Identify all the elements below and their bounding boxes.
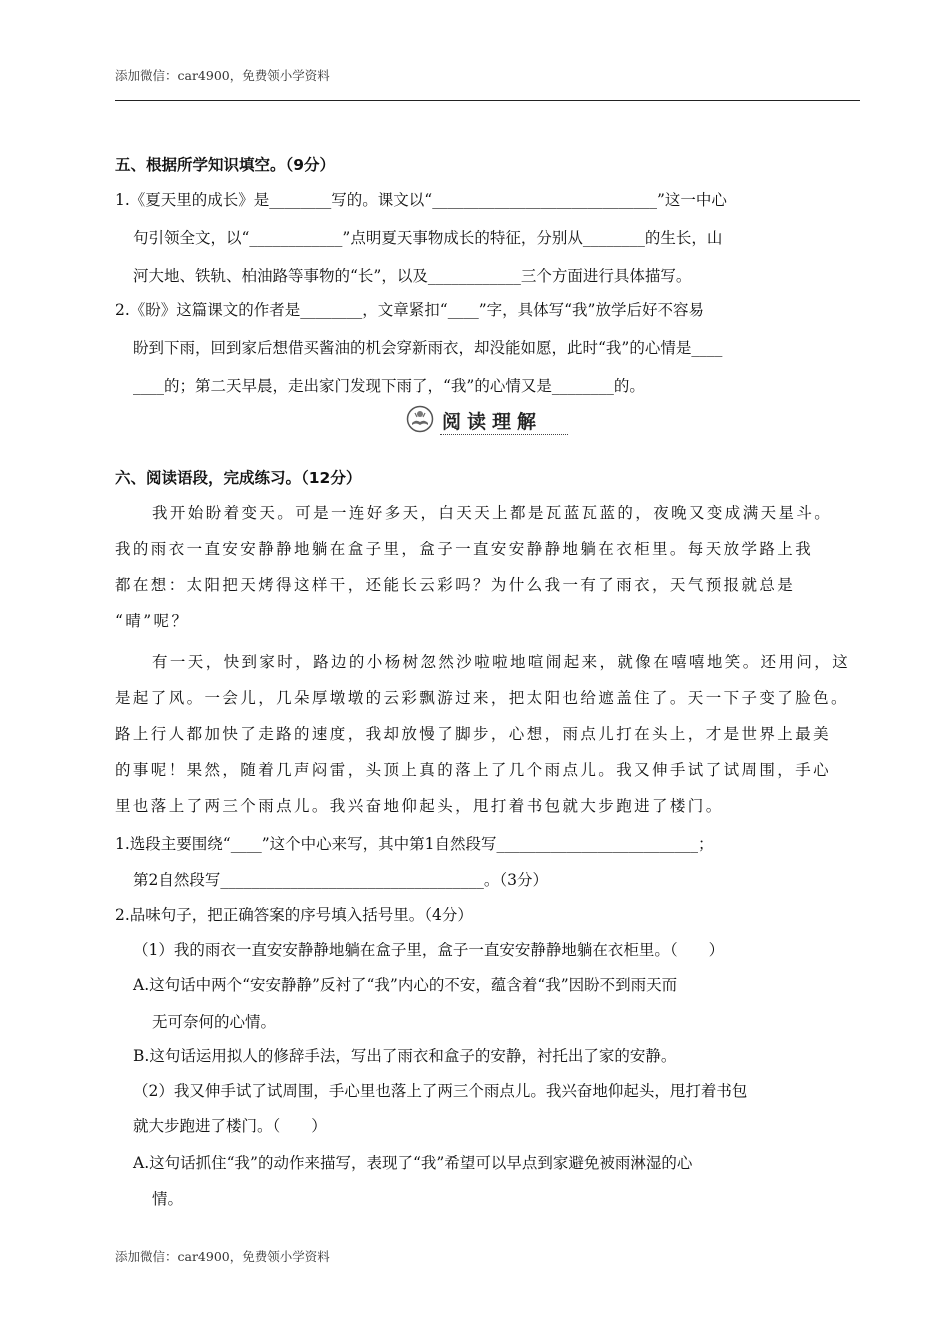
q2-1-option-a-line-2: 无可奈何的心情。 xyxy=(152,1013,277,1031)
question-2-2-stem-line-2: 就大步跑进了楼门。（ ） xyxy=(133,1117,327,1135)
q2-2-option-a-line-2: 情。 xyxy=(152,1190,184,1208)
question-2-1-stem: （1）我的雨衣一直安安静静地躺在盒子里，盒子一直安安静静地躺在衣柜里。（ ） xyxy=(133,941,725,959)
section6-title: 六、阅读语段，完成练习。（12分） xyxy=(115,469,362,487)
s5-line-5: 盼到下雨，回到家后想借买酱油的机会穿新雨衣，却没能如愿，此时“我”的心情是____ xyxy=(133,339,723,357)
page-footer: 添加微信：car4900，免费领小学资料 xyxy=(115,1249,330,1264)
s5-line-3: 河大地、铁轨、柏油路等事物的“长”，以及____________三个方面进行具体描写。 xyxy=(133,267,692,285)
passage-line-8: 的事呢！果然，随着几声闷雷，头顶上真的落上了几个雨点儿。我又伸手试了试周围，手心 xyxy=(115,761,832,779)
header-divider xyxy=(115,100,860,101)
passage-line-5: 有一天，快到家时，路边的小杨树忽然沙啦啦地喧闹起来，就像在嘻嘻地笑。还用问，这 xyxy=(152,653,851,671)
question-2-stem: 2.品味句子，把正确答案的序号填入括号里。（4分） xyxy=(115,906,473,924)
q2-1-option-a-line-1: A.这句话中两个“安安静静”反衬了“我”内心的不安，蕴含着“我”因盼不到雨天而 xyxy=(133,976,678,994)
section5-title: 五、根据所学知识填空。（9分） xyxy=(115,156,336,174)
q2-2-option-a-line-1: A.这句话抓住“我”的动作来描写，表现了“我”希望可以早点到家避免被雨淋湿的心 xyxy=(133,1154,693,1172)
s5-line-1: 1.《夏天里的成长》是________写的。课文以“_____________________________”这一中心 xyxy=(115,191,727,209)
banner-underline xyxy=(440,434,568,435)
passage-line-2: 我的雨衣一直安安静静地躺在盒子里，盒子一直安安静静地躺在衣柜里。每天放学路上我 xyxy=(115,540,814,558)
question-1-line-1: 1.选段主要围绕“____”这个中心来写，其中第1自然段写__________________________； xyxy=(115,835,714,853)
s5-line-2: 句引领全文，以“____________”点明夏天事物成长的特征，分别从________的生长，山 xyxy=(133,229,723,247)
passage-line-6: 是起了风。一会儿，几朵厚墩墩的云彩飘游过来，把太阳也给遮盖住了。天一下子变了脸色。 xyxy=(115,689,849,707)
passage-line-1: 我开始盼着变天。可是一连好多天，白天天上都是瓦蓝瓦蓝的，夜晚又变成满天星斗。 xyxy=(152,504,833,522)
passage-line-9: 里也落上了两三个雨点儿。我兴奋地仰起头，甩打着书包就大步跑进了楼门。 xyxy=(115,797,724,815)
passage-line-4: “晴”呢？ xyxy=(115,612,190,630)
question-2-2-stem-line-1: （2）我又伸手试了试周围，手心里也落上了两三个雨点儿。我兴奋地仰起头，甩打着书包 xyxy=(133,1082,748,1100)
question-1-line-2: 第2自然段写__________________________________。（3分） xyxy=(133,871,548,889)
s5-line-4: 2.《盼》这篇课文的作者是________，文章紧扣“____”字，具体写“我”放学后好不容易 xyxy=(115,301,704,319)
s5-line-6: ____的；第二天早晨，走出家门发现下雨了，“我”的心情又是________的。 xyxy=(133,377,645,395)
passage-line-3: 都在想：太阳把天烤得这样干，还能长云彩吗？为什么我一有了雨衣，天气预报就总是 xyxy=(115,576,796,594)
reading-book-icon xyxy=(406,405,434,433)
page-header: 添加微信：car4900，免费领小学资料 xyxy=(115,68,330,83)
reading-comprehension-banner xyxy=(406,403,566,439)
q2-1-option-b: B.这句话运用拟人的修辞手法，写出了雨衣和盒子的安静，衬托出了家的安静。 xyxy=(133,1047,677,1065)
banner-title: 阅读理解 xyxy=(442,411,543,433)
passage-line-7: 路上行人都加快了走路的速度，我却放慢了脚步，心想，雨点儿打在头上，才是世界上最美 xyxy=(115,725,832,743)
